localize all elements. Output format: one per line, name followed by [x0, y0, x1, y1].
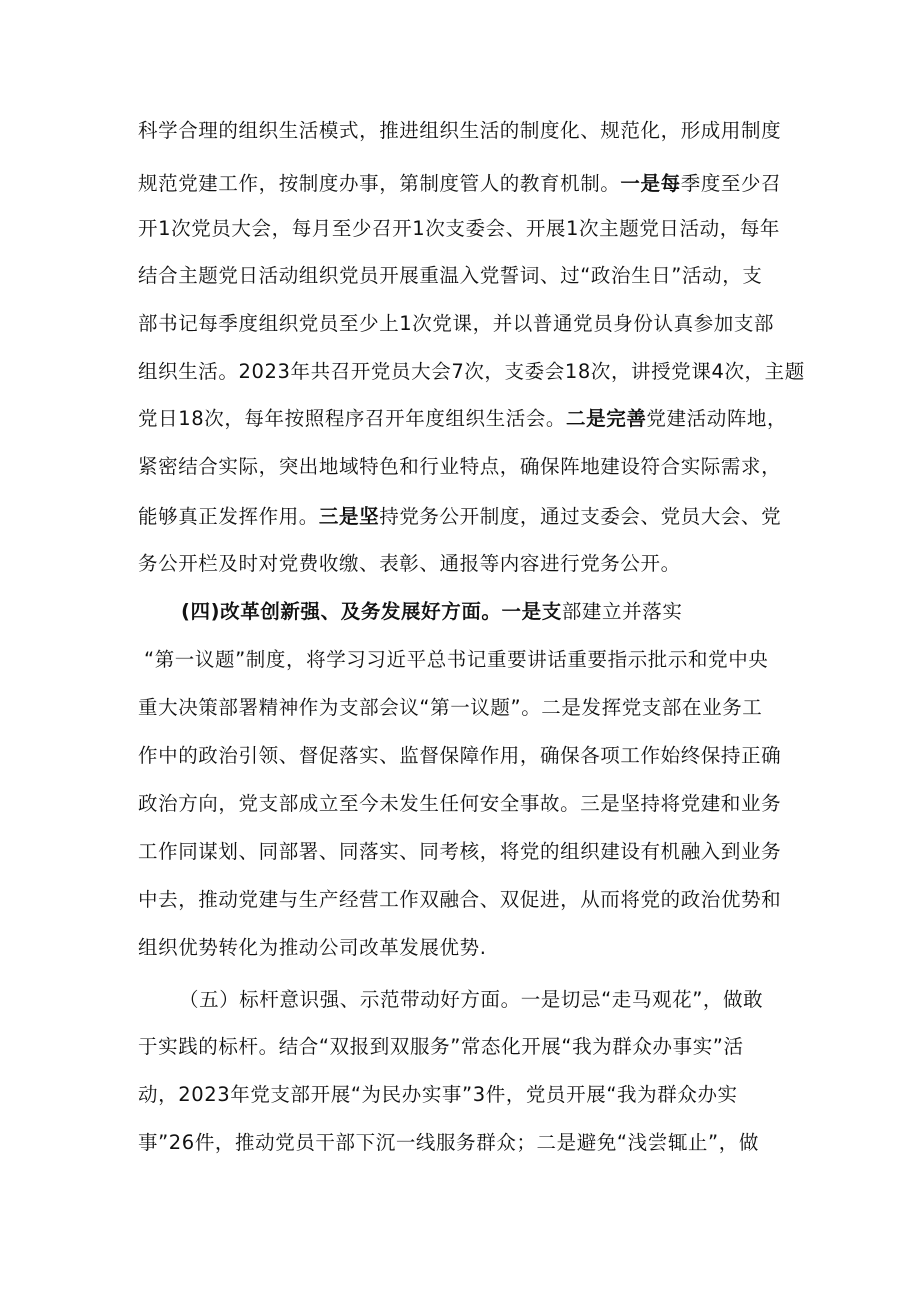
text-run: 结合主题党日活动组织党员开展重温入党誓词、过“政治生日”活动，支: [138, 264, 763, 287]
text-run: 事”26件，推动党员干部下沉一线服务群众；二是避免“浅尝辄止”，做: [138, 1131, 759, 1154]
text-line: [138, 550, 681, 578]
text-line: [138, 1033, 744, 1061]
text-line: [138, 886, 781, 914]
text-line: [138, 838, 781, 866]
text-run: 于实践的标杆。结合“双报到双服务”常态化开展“我为群众办事实”活: [138, 1035, 744, 1058]
bold-text-run: 三是坚: [318, 505, 380, 528]
text-run: 季度至少召: [680, 172, 782, 195]
text-run: 组织生活。2023年共召开党员大会7次，支委会18次，讲授党课4次，主题: [138, 360, 805, 383]
text-run: （五）标杆意识强、示范带动好方面。一是切忌“走马观花”，做敢: [179, 988, 764, 1011]
text-line: [138, 503, 781, 531]
text-run: 党建活动阵地，: [646, 407, 788, 430]
section-heading: (四)改革创新强、及务发展好方面。一是支: [181, 600, 562, 623]
section-heading-line: [181, 598, 682, 626]
text-run: 作中的政治引领、督促落实、监督保障作用，确保各项工作始终保持正确: [138, 744, 782, 767]
text-line: [138, 310, 774, 338]
text-line: [138, 790, 781, 818]
section-heading-line: [179, 986, 763, 1014]
text-line: [138, 405, 787, 433]
text-run: 动，2023年党支部开展“为民办实事”3件，党员开展“我为群众办实: [138, 1083, 738, 1106]
text-run: 组织优势转化为推动公司改革发展优势.: [138, 936, 487, 959]
text-run: 规范党建工作，按制度办事，第制度管人的教育机制。: [138, 172, 621, 195]
text-run: 开1次党员大会，每月至少召开1次支委会、开展1次主题党日活动，每年: [138, 217, 781, 240]
text-run: “第一议题”制度，将学习习近平总书记重要讲话重要指示批示和党中央: [144, 648, 769, 671]
text-line: [138, 358, 805, 386]
text-line: [138, 117, 781, 145]
text-run: 中去，推动党建与生产经营工作双融合、双促进，从而将党的政治优势和: [138, 888, 782, 911]
text-run: 务公开栏及时对党费收缴、表彰、通报等内容进行党务公开。: [138, 552, 681, 575]
text-line: [138, 453, 781, 481]
bold-text-run: 一是每: [620, 172, 681, 195]
text-line: [138, 694, 762, 722]
text-run: 党日18次，每年按照程序召开年度组织生活会。: [138, 407, 567, 430]
text-run: 工作同谋划、同部署、同落实、同考核，将党的组织建设有机融入到业务: [138, 840, 782, 863]
text-run: 紧密结合实际，突出地域特色和行业特点，确保阵地建设符合实际需求，: [138, 455, 782, 478]
text-line: [138, 215, 780, 243]
text-run: 部建立并落实: [561, 600, 683, 623]
text-run: 重大决策部署精神作为支部会议“第一议题”。二是发挥党支部在业务工: [138, 696, 763, 719]
text-line: [138, 262, 762, 290]
text-run: 政治方向，党支部成立至今未发生任何安全事故。三是坚持将党建和业务: [138, 792, 782, 815]
bold-text-run: 二是完善: [566, 407, 647, 430]
text-line: [138, 1081, 738, 1109]
text-line: [144, 646, 768, 674]
text-line: [138, 170, 781, 198]
text-line: [138, 934, 487, 962]
text-run: 能够真正发挥作用。: [138, 505, 319, 528]
text-line: [138, 742, 781, 770]
text-run: 科学合理的组织生活模式，推进组织生活的制度化、规范化，形成用制度: [138, 119, 782, 142]
text-line: [138, 1129, 759, 1157]
text-run: 部书记每季度组织党员至少上1次党课，并以普通党员身份认真参加支部: [138, 312, 775, 335]
text-run: 持党务公开制度，通过支委会、党员大会、党: [379, 505, 782, 528]
